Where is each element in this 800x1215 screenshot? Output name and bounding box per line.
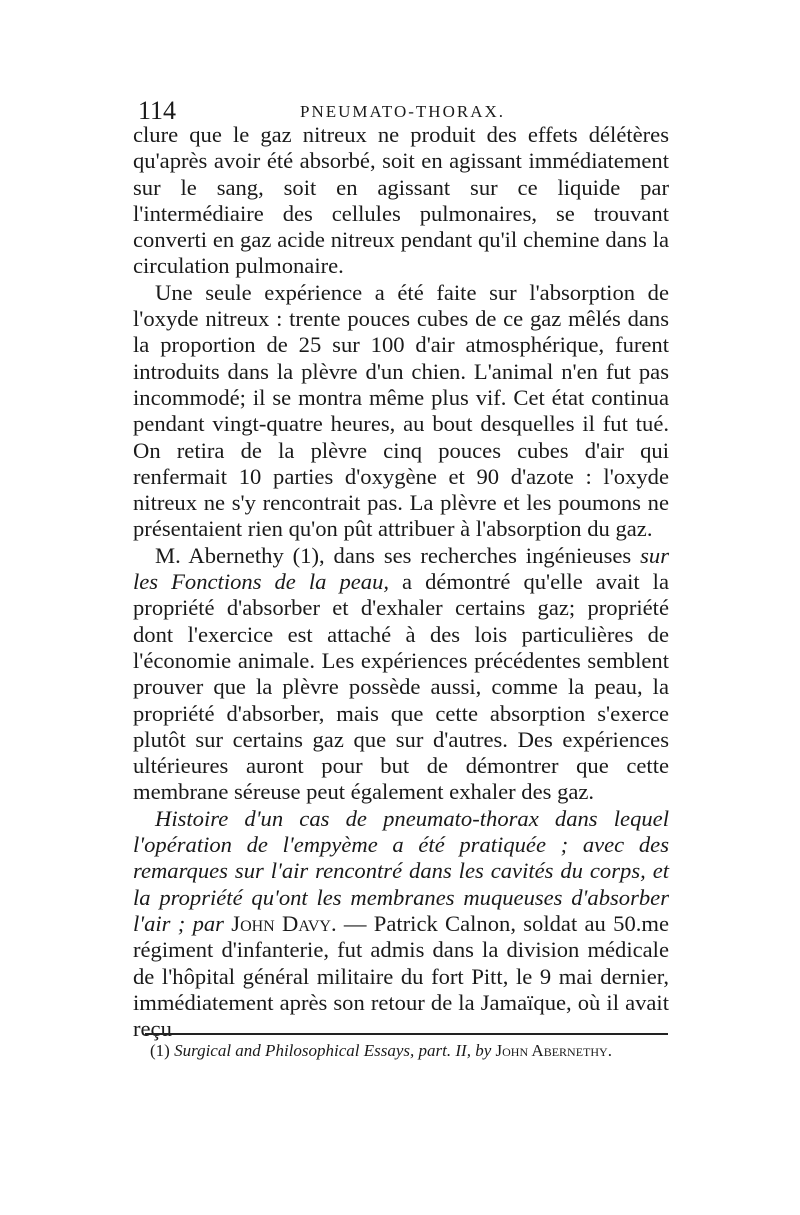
footnote-author: John Abernethy. — [495, 1041, 612, 1060]
footnote — [150, 1040, 670, 1062]
abernethy-work-title: sur les Fonctions de la peau, — [133, 542, 669, 595]
page-header — [138, 98, 668, 124]
running-title: PNEUMATO-THORAX. — [300, 102, 505, 121]
footnote-part: , part. II — [410, 1041, 467, 1060]
histoire-text: — Patrick Calnon, soldat au 50.me régiment d'infanterie, fut admis dans la division médicale de l'hôpital général militaire du fort Pitt, le 9 mai dernier, immédiatement après son retour de la Jamaïque, où il avait reçu — [133, 910, 669, 1042]
abernethy-text-start: M. Abernethy (1), dans ses recherches ingénieuses — [155, 542, 641, 568]
paragraph-oxyde-nitreux: Une seule expérience a été faite sur l'absorption de l'oxyde nitreux : trente pouces cubes de ce gaz mêlés dans la proportion de 25 sur 100 d'air atmosphérique, furent introduits dans la plèvre d'un chien. L'animal n'en fut pas incommodé; il se montra même plus vif. Cet état continua pendant vingt-quatre heures, au bout desquelles il fut tué. On retira de la plèvre cinq pouces cubes d'air qui renfermait 10 parties d'oxygène et 90 d'azote : l'oxyde nitreux ne s'y rencontrait pas. La plèvre et les poumons ne présentaient rien qu'on pût attribuer à l'absorption du gaz. — [133, 279, 669, 542]
body-text — [133, 122, 669, 1042]
footnote-rule — [145, 1033, 668, 1035]
abernethy-text-rest: a démontré qu'elle avait la propriété d'absorber et d'exhaler certains gaz; propriété dont l'exercice est attaché à des lois particulières de l'économie animale. Les expériences précédentes semblent prouver que la plèvre possède aussi, comme la peau, la propriété d'absorber, mais que cette absorption s'exerce plutôt sur certains gaz que sur d'autres. Des expériences ultérieures auront pour but de démontrer que cette membrane séreuse peut également exhaler des gaz. — [133, 569, 669, 805]
histoire-author: John Davy. — [223, 910, 337, 936]
paragraph-abernethy — [133, 543, 669, 806]
footnote-marker: (1) — [150, 1041, 175, 1060]
footnote-title: Surgical and Philosophical Essays — [174, 1041, 411, 1060]
page-number: 114 — [138, 96, 177, 125]
paragraph-histoire — [133, 806, 669, 1043]
footnote-by: , by — [466, 1041, 496, 1060]
paragraph-continuation: clure que le gaz nitreux ne produit des effets délétères qu'après avoir été absorbé, soit en agissant immédiatement sur le sang, soit en agissant sur ce liquide par l'intermédiaire des cellules pulmonaires, se trouvant converti en gaz acide nitreux pendant qu'il chemine dans la circulation pulmonaire. — [133, 122, 669, 279]
histoire-title: Histoire d'un cas de pneumato-thorax dans lequel l'opération de l'empyème a été pratiquée ; avec des remarques sur l'air rencontré dans les cavités du corps, et la propriété qu'ont les membranes muqueuses d'absorber l'air ; par — [133, 805, 669, 936]
